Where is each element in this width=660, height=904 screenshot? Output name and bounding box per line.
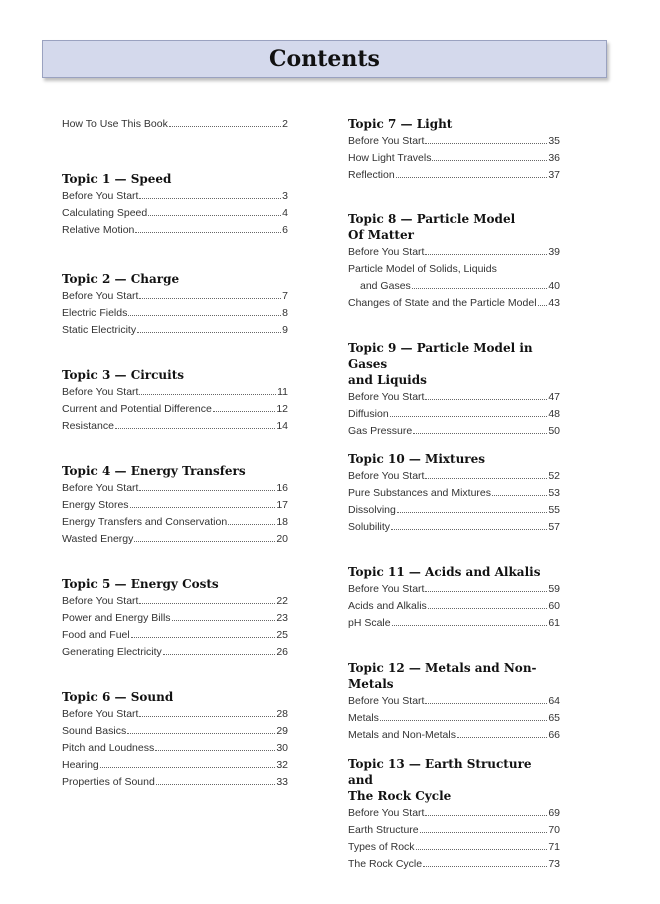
contents-entry[interactable] bbox=[348, 278, 560, 295]
page-number: 53 bbox=[548, 487, 560, 499]
dot-leader bbox=[156, 784, 276, 785]
contents-entry-label: and Gases bbox=[360, 280, 411, 292]
dot-leader bbox=[139, 394, 276, 395]
page-number: 29 bbox=[276, 725, 288, 737]
page-number: 2 bbox=[282, 118, 288, 130]
contents-section bbox=[62, 367, 288, 435]
contents-entry[interactable] bbox=[348, 581, 560, 598]
topic-heading: Topic 11 — Acids and Alkalis bbox=[348, 565, 541, 579]
contents-entry[interactable] bbox=[348, 406, 560, 423]
contents-entry[interactable] bbox=[62, 774, 288, 791]
contents-entry-label: Before You Start bbox=[348, 391, 425, 403]
dot-leader bbox=[163, 654, 276, 655]
dot-leader bbox=[139, 603, 275, 604]
page-number: 39 bbox=[548, 246, 560, 258]
page-number: 6 bbox=[282, 224, 288, 236]
contents-entry[interactable] bbox=[62, 222, 288, 239]
topic-heading: Topic 12 — Metals and Non-Metals bbox=[348, 661, 537, 691]
dot-leader bbox=[135, 232, 281, 233]
contents-entry-label: Generating Electricity bbox=[62, 646, 162, 658]
contents-entry-label: Before You Start bbox=[348, 246, 425, 258]
contents-section bbox=[62, 116, 288, 133]
page-number: 48 bbox=[548, 408, 560, 420]
contents-entry-label: Energy Stores bbox=[62, 499, 129, 511]
contents-entry-label: Static Electricity bbox=[62, 324, 137, 336]
contents-entry[interactable] bbox=[348, 244, 560, 261]
contents-entry-label: Solubility bbox=[348, 521, 391, 533]
contents-entry-label: The Rock Cycle bbox=[348, 858, 423, 870]
page-number: 23 bbox=[276, 612, 288, 624]
dot-leader bbox=[115, 428, 275, 429]
dot-leader bbox=[228, 524, 275, 525]
contents-entry[interactable] bbox=[62, 740, 288, 757]
page-number: 22 bbox=[276, 595, 288, 607]
contents-entry[interactable] bbox=[62, 401, 288, 418]
page-number: 20 bbox=[276, 533, 288, 545]
contents-section bbox=[62, 271, 288, 339]
page-number: 35 bbox=[548, 135, 560, 147]
contents-entry-label: Before You Start bbox=[62, 290, 139, 302]
dot-leader bbox=[139, 716, 275, 717]
contents-entry[interactable] bbox=[348, 856, 560, 873]
contents-banner bbox=[42, 40, 607, 78]
page-number: 69 bbox=[548, 807, 560, 819]
contents-entry[interactable] bbox=[62, 288, 288, 305]
page-number: 8 bbox=[282, 307, 288, 319]
contents-section bbox=[348, 564, 560, 632]
contents-entry-label: Before You Start bbox=[62, 386, 139, 398]
contents-entry[interactable] bbox=[62, 757, 288, 774]
dot-leader bbox=[425, 703, 547, 704]
contents-section bbox=[348, 211, 560, 312]
contents-entry-label: Diffusion bbox=[348, 408, 389, 420]
page-number: 18 bbox=[276, 516, 288, 528]
contents-entry[interactable] bbox=[62, 305, 288, 322]
contents-entry[interactable] bbox=[62, 706, 288, 723]
contents-entry-label: Calculating Speed bbox=[62, 207, 148, 219]
contents-entry-label: Dissolving bbox=[348, 504, 396, 516]
page-number: 60 bbox=[548, 600, 560, 612]
dot-leader bbox=[148, 215, 281, 216]
contents-entry-label: Gas Pressure bbox=[348, 425, 413, 437]
dot-leader bbox=[134, 541, 275, 542]
contents-section bbox=[348, 340, 560, 440]
topic-heading: Topic 4 — Energy Transfers bbox=[62, 464, 246, 478]
page-number: 30 bbox=[276, 742, 288, 754]
contents-entry-label: Before You Start bbox=[62, 708, 139, 720]
contents-entry[interactable] bbox=[348, 805, 560, 822]
contents-entry[interactable] bbox=[62, 610, 288, 627]
contents-entry-label: Before You Start bbox=[62, 595, 139, 607]
contents-entry[interactable] bbox=[348, 710, 560, 727]
contents-section bbox=[62, 463, 288, 548]
contents-entry-label: How To Use This Book bbox=[62, 118, 168, 130]
page-number: 71 bbox=[548, 841, 560, 853]
contents-entry-label: Before You Start bbox=[348, 135, 425, 147]
contents-entry-label: Properties of Sound bbox=[62, 776, 155, 788]
contents-entry[interactable] bbox=[348, 502, 560, 519]
topic-heading: Topic 10 — Mixtures bbox=[348, 452, 486, 466]
page-number: 32 bbox=[276, 759, 288, 771]
dot-leader bbox=[100, 767, 276, 768]
contents-entry-label: Earth Structure bbox=[348, 824, 419, 836]
contents-entry[interactable] bbox=[348, 693, 560, 710]
contents-entry-label: Changes of State and the Particle Model bbox=[348, 297, 537, 309]
topic-heading: Topic 9 — Particle Model in Gases and Liquids bbox=[348, 341, 533, 387]
contents-section bbox=[348, 451, 560, 536]
contents-entry-label: Wasted Energy bbox=[62, 533, 134, 545]
contents-entry[interactable] bbox=[348, 485, 560, 502]
topic-heading: Topic 2 — Charge bbox=[62, 272, 180, 286]
contents-entry[interactable] bbox=[62, 497, 288, 514]
topic-heading: Topic 1 — Speed bbox=[62, 172, 172, 186]
page-number: 17 bbox=[276, 499, 288, 511]
dot-leader bbox=[397, 512, 547, 513]
contents-section bbox=[62, 689, 288, 791]
contents-entry-label: pH Scale bbox=[348, 617, 391, 629]
contents-entry-label: Resistance bbox=[62, 420, 114, 432]
contents-entry[interactable] bbox=[348, 295, 560, 312]
contents-entry[interactable] bbox=[348, 822, 560, 839]
dot-leader bbox=[492, 495, 547, 496]
contents-entry-label: Relative Motion bbox=[62, 224, 135, 236]
topic-heading: Topic 8 — Particle Model Of Matter bbox=[348, 212, 516, 242]
dot-leader bbox=[391, 529, 547, 530]
page-number: 14 bbox=[276, 420, 288, 432]
contents-entry-label: Before You Start bbox=[348, 695, 425, 707]
contents-entry[interactable] bbox=[62, 514, 288, 531]
page-number: 57 bbox=[548, 521, 560, 533]
dot-leader bbox=[423, 866, 547, 867]
contents-entry[interactable] bbox=[62, 480, 288, 497]
page-number: 25 bbox=[276, 629, 288, 641]
dot-leader bbox=[172, 620, 276, 621]
page-number: 64 bbox=[548, 695, 560, 707]
contents-entry[interactable] bbox=[62, 644, 288, 661]
page-number: 65 bbox=[548, 712, 560, 724]
contents-entry-label: How Light Travels bbox=[348, 152, 432, 164]
contents-entry-label: Metals bbox=[348, 712, 379, 724]
contents-entry[interactable] bbox=[348, 615, 560, 632]
topic-heading: Topic 3 — Circuits bbox=[62, 368, 185, 382]
contents-entry-label: Particle Model of Solids, Liquids bbox=[348, 263, 497, 275]
dot-leader bbox=[392, 625, 548, 626]
contents-section bbox=[62, 576, 288, 661]
dot-leader bbox=[390, 416, 548, 417]
contents-entry[interactable] bbox=[348, 727, 560, 744]
page-number: 43 bbox=[548, 297, 560, 309]
dot-leader bbox=[425, 143, 547, 144]
dot-leader bbox=[127, 733, 275, 734]
contents-entry-label: Metals and Non-Metals bbox=[348, 729, 456, 741]
page-number: 52 bbox=[548, 470, 560, 482]
contents-entry-label: Energy Transfers and Conservation bbox=[62, 516, 228, 528]
page-number: 16 bbox=[276, 482, 288, 494]
page-number: 70 bbox=[548, 824, 560, 836]
page-number: 37 bbox=[548, 169, 560, 181]
dot-leader bbox=[139, 198, 281, 199]
page-number: 59 bbox=[548, 583, 560, 595]
contents-entry[interactable] bbox=[62, 723, 288, 740]
contents-entry-label: Reflection bbox=[348, 169, 395, 181]
dot-leader bbox=[425, 591, 547, 592]
contents-entry-label: Electric Fields bbox=[62, 307, 128, 319]
page-number: 26 bbox=[276, 646, 288, 658]
contents-entry[interactable] bbox=[62, 322, 288, 339]
dot-leader bbox=[538, 305, 548, 306]
contents-entry-label: Pure Substances and Mixtures bbox=[348, 487, 491, 499]
contents-section bbox=[348, 660, 560, 744]
dot-leader bbox=[457, 737, 547, 738]
contents-entry-label: Current and Potential Difference bbox=[62, 403, 212, 415]
contents-entry-label: Food and Fuel bbox=[62, 629, 130, 641]
page-number: 7 bbox=[282, 290, 288, 302]
dot-leader bbox=[425, 254, 547, 255]
contents-entry-label: Before You Start bbox=[348, 470, 425, 482]
contents-entry[interactable] bbox=[62, 384, 288, 401]
dot-leader bbox=[169, 126, 281, 127]
contents-entry[interactable] bbox=[62, 593, 288, 610]
contents-entry[interactable] bbox=[348, 167, 560, 184]
contents-entry-label: Before You Start bbox=[348, 807, 425, 819]
dot-leader bbox=[213, 411, 276, 412]
page-number: 4 bbox=[282, 207, 288, 219]
contents-entry-label: Types of Rock bbox=[348, 841, 415, 853]
dot-leader bbox=[413, 433, 547, 434]
topic-heading: Topic 13 — Earth Structure and The Rock Cycle bbox=[348, 757, 532, 803]
contents-entry[interactable] bbox=[348, 839, 560, 856]
dot-leader bbox=[416, 849, 548, 850]
page-number: 36 bbox=[548, 152, 560, 164]
dot-leader bbox=[131, 637, 276, 638]
contents-entry[interactable] bbox=[62, 205, 288, 222]
dot-leader bbox=[412, 288, 548, 289]
page-number: 12 bbox=[276, 403, 288, 415]
contents-entry[interactable] bbox=[62, 188, 288, 205]
contents-entry[interactable] bbox=[348, 389, 560, 406]
dot-leader bbox=[425, 399, 547, 400]
page-number: 47 bbox=[548, 391, 560, 403]
contents-entry[interactable] bbox=[62, 418, 288, 435]
dot-leader bbox=[425, 478, 547, 479]
page-number: 61 bbox=[548, 617, 560, 629]
dot-leader bbox=[380, 720, 547, 721]
page-number: 33 bbox=[276, 776, 288, 788]
contents-section bbox=[348, 756, 560, 873]
dot-leader bbox=[137, 332, 281, 333]
contents-entry[interactable] bbox=[348, 468, 560, 485]
page-title: Contents bbox=[269, 46, 380, 72]
contents-entry-label: Acids and Alkalis bbox=[348, 600, 427, 612]
dot-leader bbox=[425, 815, 547, 816]
page-number: 40 bbox=[548, 280, 560, 292]
contents-entry[interactable] bbox=[348, 133, 560, 150]
dot-leader bbox=[155, 750, 275, 751]
topic-heading: Topic 7 — Light bbox=[348, 117, 453, 131]
page-number: 28 bbox=[276, 708, 288, 720]
contents-entry-label: Pitch and Loudness bbox=[62, 742, 155, 754]
contents-entry[interactable] bbox=[348, 519, 560, 536]
page-number: 50 bbox=[548, 425, 560, 437]
contents-entry-label: Hearing bbox=[62, 759, 99, 771]
page-number: 66 bbox=[548, 729, 560, 741]
contents-entry[interactable] bbox=[62, 531, 288, 548]
dot-leader bbox=[128, 315, 281, 316]
topic-heading: Topic 6 — Sound bbox=[62, 690, 174, 704]
contents-entry[interactable] bbox=[348, 423, 560, 440]
dot-leader bbox=[130, 507, 276, 508]
page-number: 55 bbox=[548, 504, 560, 516]
contents-entry[interactable] bbox=[348, 150, 560, 167]
page-number: 3 bbox=[282, 190, 288, 202]
page-number: 73 bbox=[548, 858, 560, 870]
dot-leader bbox=[428, 608, 548, 609]
topic-heading: Topic 5 — Energy Costs bbox=[62, 577, 219, 591]
contents-entry-label: Sound Basics bbox=[62, 725, 127, 737]
contents-entry[interactable] bbox=[62, 116, 288, 133]
dot-leader bbox=[139, 490, 275, 491]
contents-section bbox=[348, 116, 560, 184]
contents-entry-label: Power and Energy Bills bbox=[62, 612, 171, 624]
dot-leader bbox=[139, 298, 281, 299]
contents-entry-label: Before You Start bbox=[62, 482, 139, 494]
dot-leader bbox=[432, 160, 547, 161]
page-number: 9 bbox=[282, 324, 288, 336]
dot-leader bbox=[396, 177, 548, 178]
contents-entry-label: Before You Start bbox=[348, 583, 425, 595]
contents-entry[interactable] bbox=[62, 627, 288, 644]
contents-entry-label: Before You Start bbox=[62, 190, 139, 202]
dot-leader bbox=[420, 832, 548, 833]
page-number: 11 bbox=[277, 386, 288, 398]
contents-entry[interactable] bbox=[348, 598, 560, 615]
contents-section bbox=[62, 171, 288, 239]
